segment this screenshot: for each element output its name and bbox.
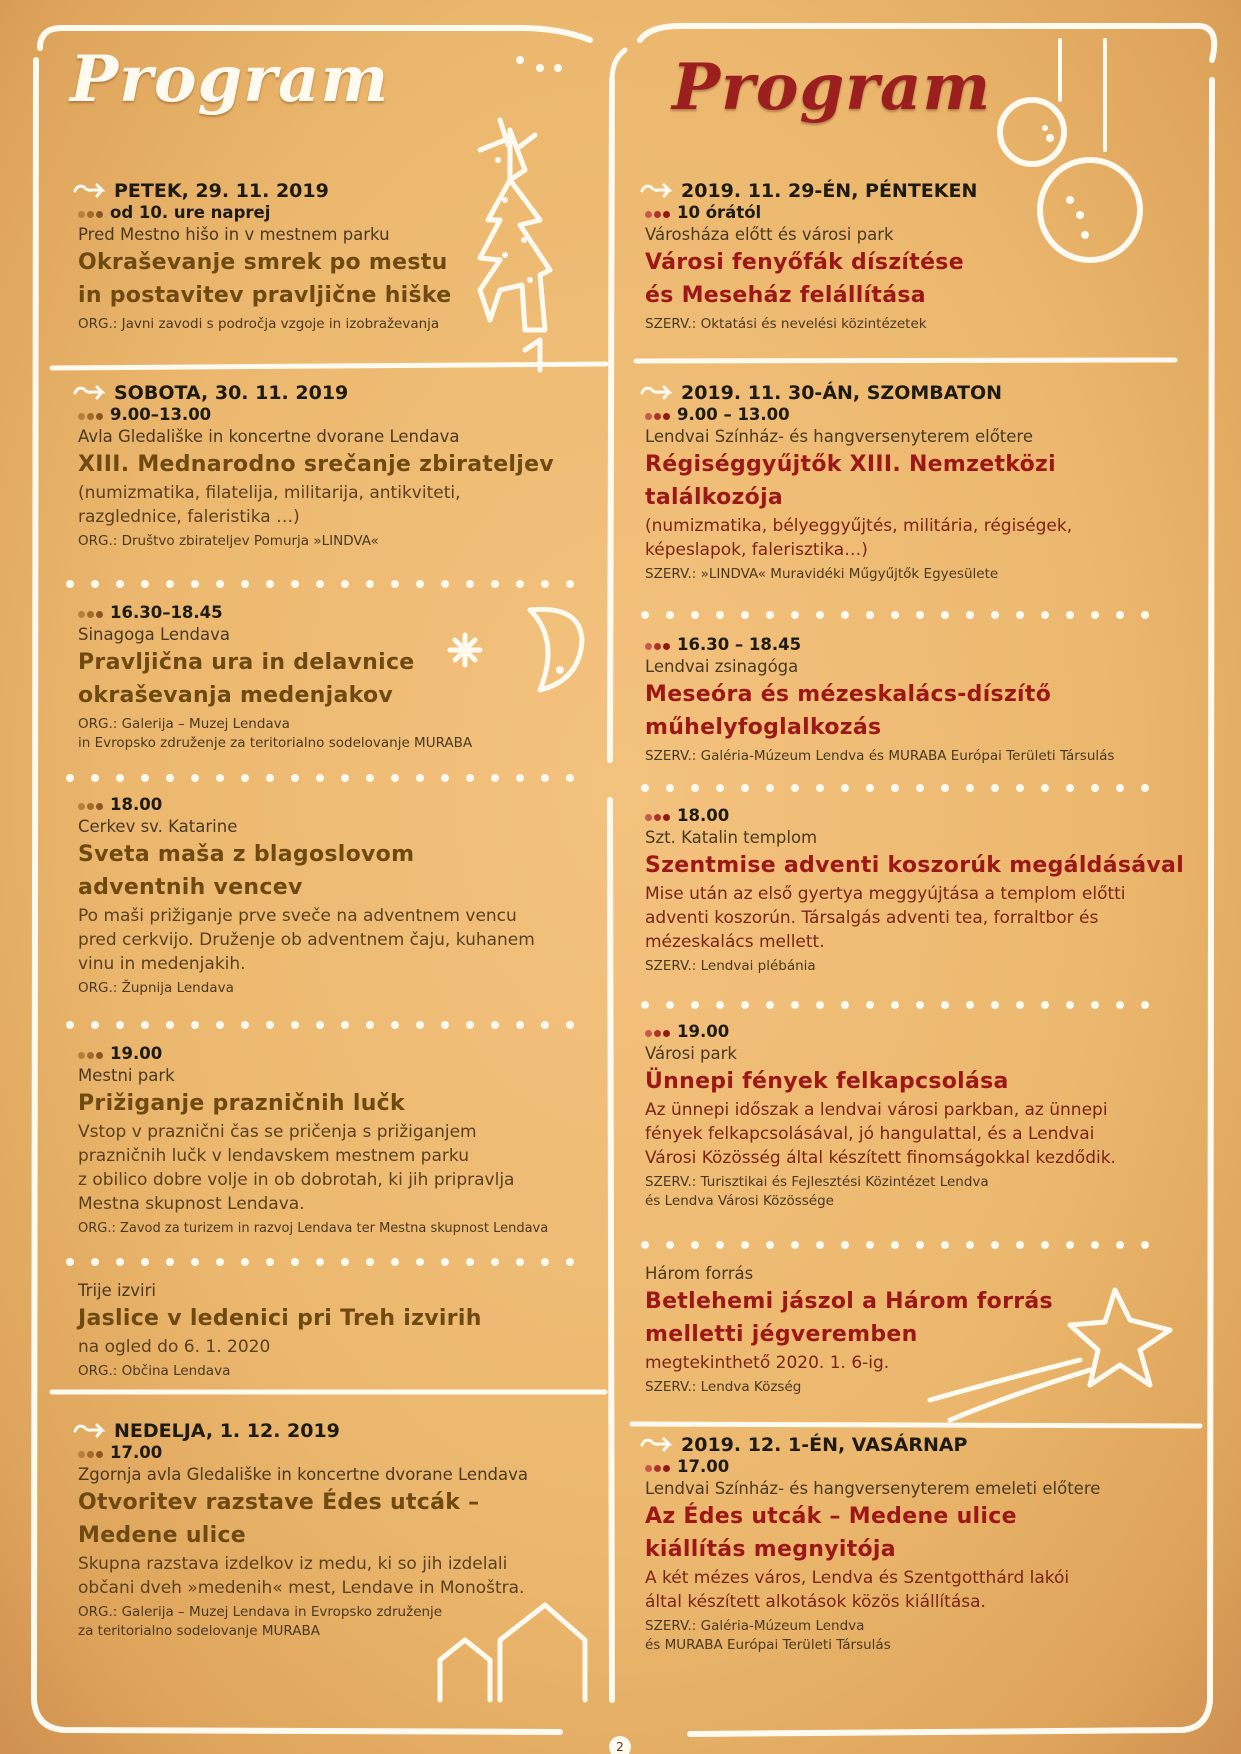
event-block xyxy=(645,1021,1116,1211)
event-time: 19.00 xyxy=(645,1021,1116,1042)
event-time: od 10. ure naprej xyxy=(78,202,451,223)
event-organizer-line2: és Lendva Városi Közössége xyxy=(645,1193,834,1209)
event-place: Sinagoga Lendava xyxy=(78,625,230,644)
event-time: 16.30 – 18.45 xyxy=(645,634,1114,655)
dots-icon xyxy=(78,801,108,811)
event-block xyxy=(78,602,472,753)
event-organizer: ORG.: Galerija – Muzej Lendava xyxy=(78,716,290,732)
event-block xyxy=(78,1043,548,1238)
event-description: na ogled do 6. 1. 2020 xyxy=(78,1337,271,1357)
dots-icon xyxy=(645,209,675,219)
arrow-icon xyxy=(639,1436,675,1459)
event-date: NEDELJA, 1. 12. 2019 xyxy=(78,1420,528,1442)
dots-icon xyxy=(645,1463,675,1473)
event-date: 2019. 11. 29-ÉN, PÉNTEKEN xyxy=(645,180,977,202)
event-description: által készített alkotások közös kiállítása. xyxy=(645,1592,986,1612)
event-time: 10 órától xyxy=(645,202,977,223)
event-place: Trije izviri xyxy=(78,1281,156,1300)
event-time: 9.00–13.00 xyxy=(78,404,554,425)
event-title-line2: kiállítás megnyitója xyxy=(645,1537,896,1562)
event-block xyxy=(78,1420,528,1641)
event-organizer: SZERV.: Galéria-Múzeum Lendva xyxy=(645,1618,865,1634)
dots-icon xyxy=(78,209,108,219)
event-description: Mestna skupnost Lendava. xyxy=(78,1194,305,1214)
event-organizer: SZERV.: Lendvai plébánia xyxy=(645,958,816,974)
arrow-icon xyxy=(639,182,675,205)
event-block xyxy=(78,180,451,334)
event-block xyxy=(645,382,1072,584)
event-title: Okraševanje smrek po mestu xyxy=(78,250,448,275)
event-place: Szt. Katalin templom xyxy=(645,828,818,847)
event-title: XIII. Mednarodno srečanje zbirateljev xyxy=(78,452,554,477)
event-place: Zgornja avla Gledališke in koncertne dvorane Lendava xyxy=(78,1465,529,1484)
arrow-icon xyxy=(72,182,108,205)
event-organizer: SZERV.: Oktatási és nevelési közintézetek xyxy=(645,316,927,332)
event-place: Három forrás xyxy=(645,1264,754,1283)
event-time: 17.00 xyxy=(645,1456,1100,1477)
event-place: Avla Gledališke in koncertne dvorane Lendava xyxy=(78,427,460,446)
event-block xyxy=(645,180,977,334)
event-place: Cerkev sv. Katarine xyxy=(78,817,238,836)
event-organizer: SZERV.: Turisztikai és Fejlesztési Közintézet Lendva xyxy=(645,1174,989,1190)
event-organizer-line2: za teritorialno sodelovanje MURABA xyxy=(78,1623,320,1639)
event-description: Po maši prižiganje prve sveče na adventnem vencu xyxy=(78,906,517,926)
page-number: 2 xyxy=(609,1736,631,1754)
event-description: képeslapok, falerisztika…) xyxy=(645,540,868,560)
event-description: prazničnih lučk v lendavskem mestnem parku xyxy=(78,1146,469,1166)
event-organizer-line2: in Evropsko združenje za teritorialno sodelovanje MURABA xyxy=(78,735,473,751)
event-title: Jaslice v ledenici pri Treh izvirih xyxy=(78,1306,482,1331)
event-organizer: ORG.: Galerija – Muzej Lendava in Evropsko združenje xyxy=(78,1604,443,1620)
event-place: Lendvai Színház- és hangversenyterem emeleti előtere xyxy=(645,1479,1101,1498)
event-date: PETEK, 29. 11. 2019 xyxy=(78,180,451,202)
event-description: z obilico dobre volje in ob dobrotah, ki jih pripravlja xyxy=(78,1170,515,1190)
event-title: Szentmise adventi koszorúk megáldásával xyxy=(645,853,1185,878)
event-title-line2: találkozója xyxy=(645,485,784,510)
event-description: fények felkapcsolásával, jó hangulattal, és a Lendvai xyxy=(645,1124,1095,1144)
arrow-icon xyxy=(639,384,675,407)
event-title: Városi fenyőfák díszítése xyxy=(645,250,964,275)
event-description: Mise után az első gyertya meggyújtása a templom előtti xyxy=(645,884,1126,904)
event-title-line2: adventnih vencev xyxy=(78,875,303,900)
dots-icon xyxy=(645,1028,675,1038)
event-title: Otvoritev razstave Édes utcák – xyxy=(78,1490,480,1515)
event-organizer: ORG.: Zavod za turizem in razvoj Lendava ter Mestna skupnost Lendava xyxy=(78,1221,549,1236)
event-description: (numizmatika, bélyeggyűjtés, militária, régiségek, xyxy=(645,516,1073,536)
event-date: SOBOTA, 30. 11. 2019 xyxy=(78,382,554,404)
event-block xyxy=(645,634,1114,766)
event-place: Városi park xyxy=(645,1044,737,1063)
event-date: 2019. 12. 1-ÉN, VASÁRNAP xyxy=(645,1434,1100,1456)
dots-icon xyxy=(78,1449,108,1459)
event-organizer: ORG.: Župnija Lendava xyxy=(78,980,234,996)
event-description: vinu in medenjakih. xyxy=(78,954,246,974)
event-title-line2: in postavitev pravljične hiške xyxy=(78,283,452,308)
event-description: A két mézes város, Lendva és Szentgotthárd lakói xyxy=(645,1568,1070,1588)
dots-icon xyxy=(645,812,675,822)
event-description: Városi Közösség által készített finomságokkal kezdődik. xyxy=(645,1148,1116,1168)
event-title-line2: Medene ulice xyxy=(78,1523,247,1548)
event-place: Lendvai Színház- és hangversenyterem előtere xyxy=(645,427,1033,446)
event-time: 17.00 xyxy=(78,1442,528,1463)
dots-icon xyxy=(78,609,108,619)
event-description: Az ünnepi időszak a lendvai városi parkban, az ünnepi xyxy=(645,1100,1108,1120)
event-block xyxy=(78,794,535,998)
event-title-line2: műhelyfoglalkozás xyxy=(645,715,882,740)
event-description: megtekinthető 2020. 1. 6-ig. xyxy=(645,1353,890,1373)
event-block xyxy=(78,1279,482,1381)
arrow-icon xyxy=(72,384,108,407)
event-place: Mestni park xyxy=(78,1066,175,1085)
dots-icon xyxy=(645,411,675,421)
page-heading-slovenian: Program xyxy=(70,42,390,117)
event-title: Ünnepi fények felkapcsolása xyxy=(645,1069,1009,1094)
event-organizer: SZERV.: »LINDVA« Muravidéki Műgyűjtők Egyesülete xyxy=(645,566,999,582)
event-place: Lendvai zsinagóga xyxy=(645,657,799,676)
event-description: razglednice, faleristika …) xyxy=(78,507,300,527)
event-block xyxy=(78,382,554,551)
event-organizer: ORG.: Društvo zbirateljev Pomurja »LINDVA« xyxy=(78,533,379,549)
event-title: Meseóra és mézeskalács-díszítő xyxy=(645,682,1052,707)
event-organizer: SZERV.: Galéria-Múzeum Lendva és MURABA Európai Területi Társulás xyxy=(645,748,1115,764)
event-place: Városháza előtt és városi park xyxy=(645,225,894,244)
arrow-icon xyxy=(72,1422,108,1445)
event-title: Betlehemi jászol a Három forrás xyxy=(645,1289,1053,1314)
event-organizer: ORG.: Javni zavodi s področja vzgoje in izobraževanja xyxy=(78,316,440,332)
event-title: Régiséggyűjtők XIII. Nemzetközi xyxy=(645,452,1056,477)
event-title-line2: melletti jégveremben xyxy=(645,1322,918,1347)
event-organizer: SZERV.: Lendva Község xyxy=(645,1379,802,1395)
event-description: občani dveh »medenih« mest, Lendave in Monoštra. xyxy=(78,1578,525,1598)
dots-icon xyxy=(78,411,108,421)
event-date: 2019. 11. 30-ÁN, SZOMBATON xyxy=(645,382,1072,404)
event-title: Az Édes utcák – Medene ulice xyxy=(645,1504,1017,1529)
event-time: 16.30–18.45 xyxy=(78,602,472,623)
event-title-line2: és Meseház felállítása xyxy=(645,283,926,308)
event-block xyxy=(645,1434,1100,1655)
event-time: 19.00 xyxy=(78,1043,548,1064)
event-description: adventi koszorún. Társalgás adventi tea, forraltbor és xyxy=(645,908,1099,928)
event-description: (numizmatika, filatelija, militarija, antikviteti, xyxy=(78,483,461,503)
event-title-line2: okraševanja medenjakov xyxy=(78,683,394,708)
event-block xyxy=(645,1262,1053,1397)
event-place: Pred Mestno hišo in v mestnem parku xyxy=(78,225,390,244)
event-description: Skupna razstava izdelkov iz medu, ki so jih izdelali xyxy=(78,1554,508,1574)
event-description: mézeskalács mellett. xyxy=(645,932,825,952)
event-time: 9.00 – 13.00 xyxy=(645,404,1072,425)
event-time: 18.00 xyxy=(645,805,1184,826)
event-title: Prižiganje prazničnih lučk xyxy=(78,1091,405,1116)
event-title: Pravljična ura in delavnice xyxy=(78,650,415,675)
event-description: pred cerkvijo. Druženje ob adventnem čaju, kuhanem xyxy=(78,930,535,950)
dots-icon xyxy=(645,641,675,651)
event-title: Sveta maša z blagoslovom xyxy=(78,842,415,867)
event-time: 18.00 xyxy=(78,794,535,815)
event-block xyxy=(645,805,1184,976)
page-heading-hungarian: Program xyxy=(672,50,992,125)
dots-icon xyxy=(78,1050,108,1060)
event-organizer-line2: és MURABA Európai Területi Társulás xyxy=(645,1637,891,1653)
event-organizer: ORG.: Občina Lendava xyxy=(78,1363,231,1379)
event-description: Vstop v praznični čas se pričenja s prižiganjem xyxy=(78,1122,477,1142)
